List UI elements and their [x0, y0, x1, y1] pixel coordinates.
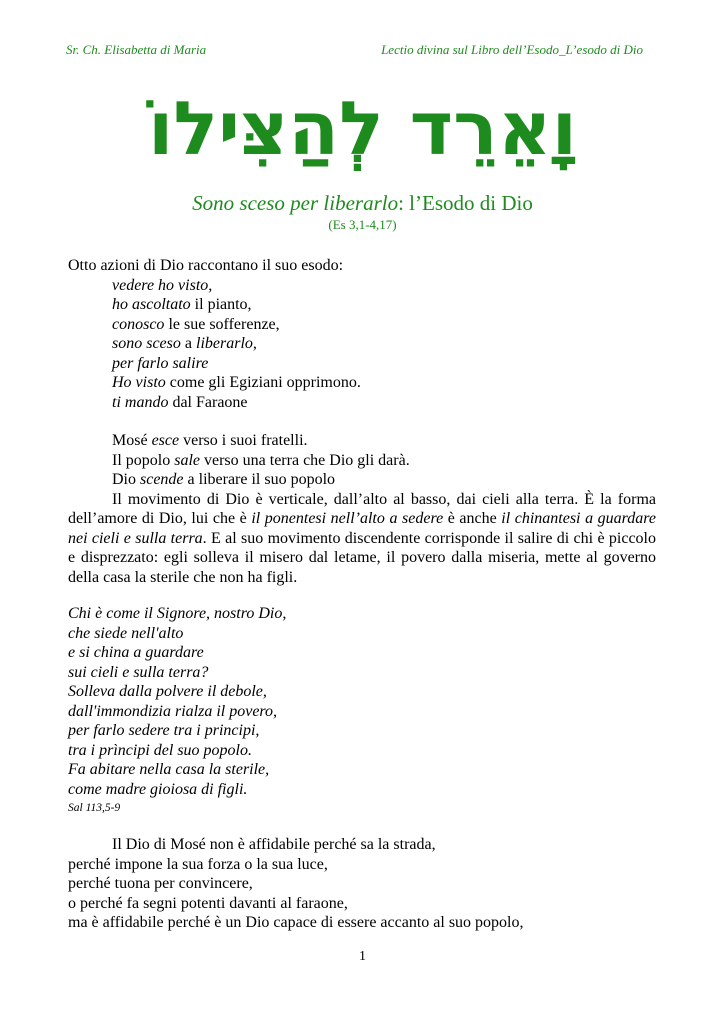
- action-line: ho ascoltato il pianto,: [112, 296, 252, 313]
- movement-line: Dio scende a liberare il suo popolo: [112, 471, 336, 488]
- psalm-line: Chi è come il Signore, nostro Dio,: [68, 605, 287, 622]
- action-line: sono sceso a liberarlo,: [112, 335, 257, 352]
- action-line: Ho visto come gli Egiziani opprimono.: [112, 374, 361, 391]
- title-reference: (Es 3,1-4,17): [328, 217, 397, 232]
- psalm-line: e si china a guardare: [68, 644, 204, 661]
- psalm-line: Solleva dalla polvere il debole,: [68, 683, 267, 700]
- page-number: 1: [359, 949, 366, 964]
- closing-line: o perché fa segni potenti davanti al faraone,: [68, 894, 348, 912]
- movement-line: Il popolo sale verso una terra che Dio gli darà.: [112, 451, 410, 469]
- movement-paragraph: Il movimento di Dio è verticale, dall’alto al basso, dai cieli alla terra. È la forma dell’amore di Dio, lui che è il ponentesi nell’alto a sedere è anche il chinantesi a guardare nei cieli e sulla terra. E al suo movimento discendente corrisponde il salire di chi è piccolo e disprezzato: egli solleva il misero dal letame, il povero dalla miseria, mette al governo della casa la sterile che non ha figli.: [68, 490, 656, 586]
- header-author: Sr. Ch. Elisabetta di Maria: [66, 42, 207, 57]
- closing-line: Il Dio di Mosé non è affidabile perché sa la strada,: [112, 836, 436, 853]
- closing-line: ma è affidabile perché è un Dio capace di essere accanto al suo popolo,: [68, 914, 524, 931]
- psalm-line: sui cieli e sulla terra?: [68, 663, 209, 681]
- action-line: vedere ho visto,: [112, 276, 213, 294]
- psalm-reference: Sal 113,5-9: [68, 802, 121, 814]
- movement-section: [68, 431, 656, 587]
- title-rest: : l’Esodo di Dio: [398, 191, 533, 215]
- hebrew-title: וָאֵרֵד לְהַצִּילוֹ: [148, 86, 577, 172]
- psalm-line: come madre gioiosa di figli.: [68, 780, 248, 798]
- psalm-line: Fa abitare nella casa la sterile,: [68, 761, 270, 778]
- movement-line: Mosé esce verso i suoi fratelli.: [112, 432, 308, 449]
- psalm-quote: [68, 604, 656, 819]
- psalm-line: che siede nell'alto: [68, 624, 184, 642]
- closing-line: perché impone la sua forza o la sua luce,: [68, 855, 328, 873]
- closing-section: [68, 835, 656, 933]
- closing-line: perché tuona per convincere,: [68, 875, 253, 892]
- psalm-line: per farlo sedere tra i principi,: [68, 722, 260, 739]
- actions-section: [68, 256, 656, 412]
- psalm-line: tra i prìncipi del suo popolo.: [68, 741, 252, 759]
- action-line: conosco le sue sofferenze,: [112, 315, 280, 333]
- title-italic: Sono sceso per liberarlo: [192, 191, 399, 215]
- intro-line: Otto azioni di Dio raccontano il suo esodo:: [68, 257, 344, 274]
- psalm-line: dall'immondizia rialza il povero,: [68, 702, 278, 720]
- action-line: per farlo salire: [112, 354, 209, 372]
- action-line: ti mando dal Faraone: [112, 393, 248, 411]
- page-title: [0, 192, 725, 215]
- header-series: Lectio divina sul Libro dell’Esodo_L’esodo di Dio: [381, 42, 643, 57]
